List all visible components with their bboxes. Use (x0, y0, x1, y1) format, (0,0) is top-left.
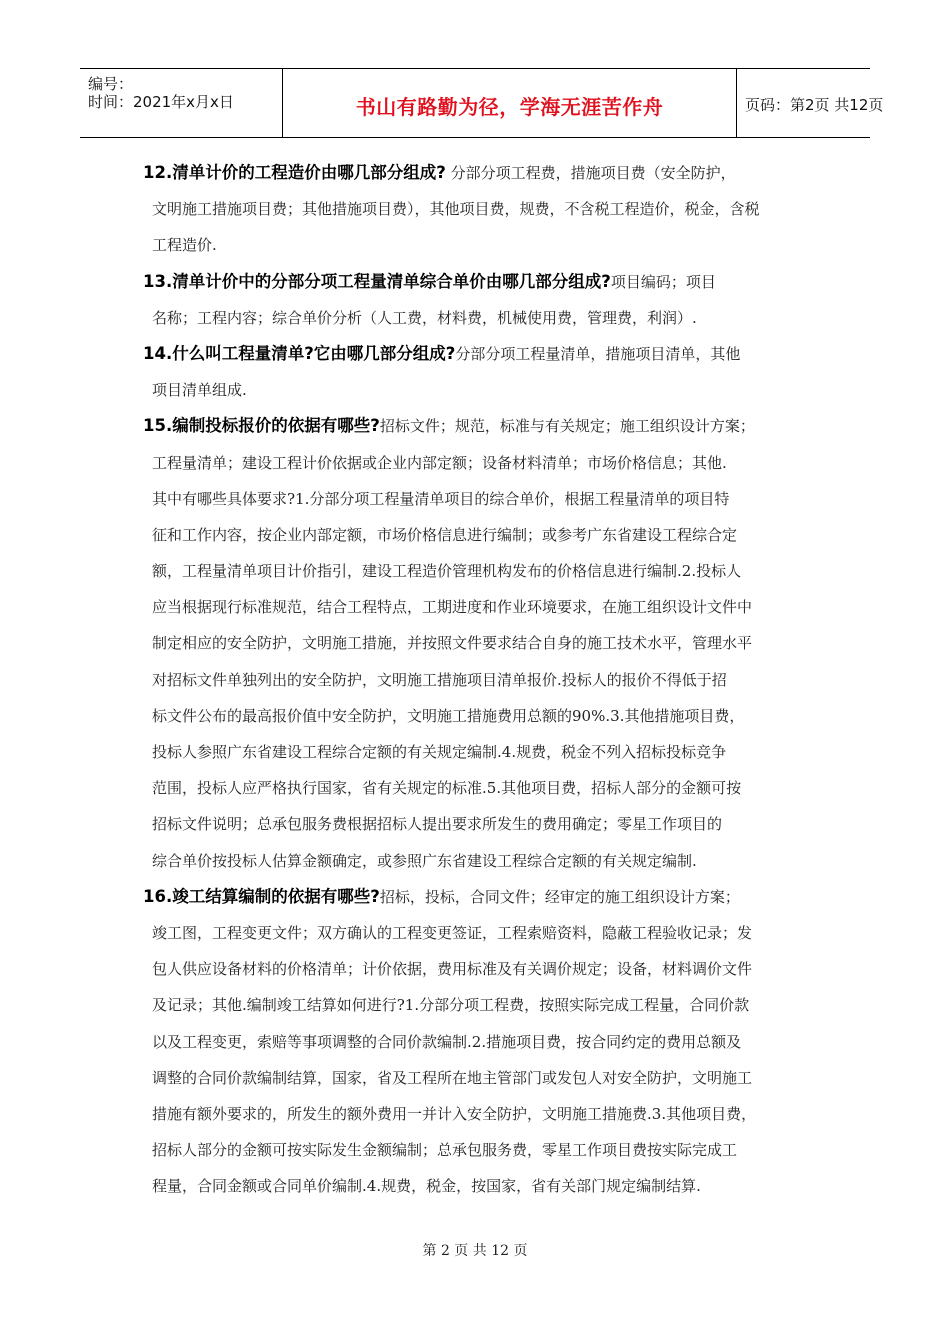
header-motto-cell (283, 69, 737, 137)
question-heading: 12.清单计价的工程造价由哪几部分组成? (143, 163, 446, 182)
answer-text: 额，工程量清单项目计价指引，建设工程造价管理机构发布的价格信息进行编制.2.投标人 (152, 562, 742, 581)
answer-text: 项目清单组成. (152, 381, 247, 400)
question-line (143, 879, 823, 915)
question-line (143, 264, 823, 300)
text-line (143, 806, 823, 842)
text-line (143, 951, 823, 987)
text-line (143, 227, 823, 263)
answer-text: 综合单价按投标人估算金额确定，或参照广东省建设工程综合定额的有关规定编制. (152, 851, 697, 870)
question-heading: 14.什么叫工程量清单?它由哪几部分组成? (143, 343, 456, 363)
text-line (143, 1024, 823, 1060)
question-line (143, 336, 823, 372)
answer-text: 应当根据现行标准规范，结合工程特点，工期进度和作业环境要求，在施工组织设计文件中 (152, 598, 753, 617)
text-line (143, 553, 823, 589)
answer-text: 其中有哪些具体要求?1.分部分项工程量清单项目的综合单价，根据工程量清单的项目特 (152, 489, 730, 508)
answer-text: 及记录；其他.编制竣工结算如何进行?1.分部分项工程费，按照实际完成工程量，合同价款 (152, 996, 750, 1015)
page-footer: 第 2 页 共 12 页 (422, 1243, 528, 1259)
text-line (143, 191, 823, 227)
answer-text: 投标人参照广东省建设工程综合定额的有关规定编制.4.规费，税金不列入招标投标竞争 (152, 743, 727, 761)
text-line (143, 625, 823, 661)
text-line (143, 662, 823, 698)
text-line (143, 987, 823, 1023)
page-header (80, 68, 884, 138)
answer-text: 程量，合同金额或合同单价编制.4.规费，税金，按国家，省有关部门规定编制结算. (152, 1177, 701, 1196)
answer-text: 制定相应的安全防护，文明施工措施，并按照文件要求结合自身的施工技术水平，管理水平 (152, 634, 753, 653)
text-line (143, 1096, 823, 1132)
answer-text: 招标，投标，合同文件；经审定的施工组织设计方案； (379, 887, 740, 906)
text-line (143, 517, 823, 553)
text-line (143, 1132, 823, 1168)
question-heading: 16.竣工结算编制的依据有哪些? (143, 886, 380, 906)
answer-text: 工程量清单；建设工程计价依据或企业内部定额；设备材料清单；市场价格信息；其他. (152, 453, 727, 472)
header-page-info: 页码：第2页 共12页 (745, 96, 884, 114)
question-line (143, 155, 823, 191)
text-line (143, 1168, 823, 1204)
answer-text: 征和工作内容，按企业内部定额，市场价格信息进行编制；或参考广东省建设工程综合定 (152, 525, 738, 544)
question-heading: 15.编制投标报价的依据有哪些? (143, 416, 380, 436)
question-heading: 13.清单计价中的分部分项工程量清单综合单价由哪几部分组成? (143, 271, 611, 291)
answer-text: 名称；工程内容；综合单价分析（人工费，材料费，机械使用费，管理费，利润）. (152, 308, 697, 327)
answer-text: 分部分项工程费，措施项目费（安全防护， (445, 164, 736, 182)
answer-text: 文明施工措施项目费；其他措施项目费），其他项目费，规费，不含税工程造价，税金，含税 (152, 200, 760, 219)
text-line (143, 915, 823, 951)
text-line (143, 770, 823, 806)
text-line (143, 481, 823, 517)
text-line (143, 372, 823, 408)
text-line (143, 445, 823, 481)
answer-text: 范围，投标人应严格执行国家，省有关规定的标准.5.其他项目费，招标人部分的金额可按 (152, 779, 742, 798)
document-date-label: 时间：2021年x月x日 (88, 93, 234, 111)
answer-text: 招标人部分的金额可按实际发生金额编制；总承包服务费，零星工作项目费按实际完成工 (152, 1141, 738, 1160)
answer-text: 包人供应设备材料的价格清单；计价依据，费用标准及有关调价规定；设备，材料调价文件 (152, 960, 753, 979)
text-line (143, 300, 823, 336)
question-line (143, 408, 823, 444)
answer-text: 项目编码；项目 (610, 272, 716, 291)
text-line (143, 843, 823, 879)
answer-text: 对招标文件单独列出的安全防护，文明施工措施项目清单报价.投标人的报价不得低于招 (152, 670, 727, 689)
header-page-cell (737, 69, 884, 137)
answer-text: 招标文件说明；总承包服务费根据招标人提出要求所发生的费用确定；零星工作项目的 (152, 815, 723, 834)
answer-text: 分部分项工程量清单，措施项目清单，其他 (455, 344, 741, 363)
answer-text: 工程造价. (152, 236, 217, 255)
answer-text: 以及工程变更，索赔等事项调整的合同价款编制.2.措施项目费，按合同约定的费用总额及 (152, 1032, 742, 1051)
answer-text: 调整的合同价款编制结算，国家，省及工程所在地主管部门或发包人对安全防护，文明施工 (152, 1068, 753, 1087)
text-line (143, 1060, 823, 1096)
document-number-label: 编号： (88, 75, 134, 93)
header-meta-cell (80, 69, 283, 137)
document-body (143, 155, 823, 1204)
answer-text: 招标文件；规范，标准与有关规定；施工组织设计方案； (379, 417, 755, 436)
text-line (143, 589, 823, 625)
text-line (143, 698, 823, 734)
header-motto: 书山有路勤为径，学海无涯苦作舟 (355, 95, 664, 119)
answer-text: 措施有额外要求的，所发生的额外费用一并计入安全防护，文明施工措施费.3.其他项目费， (152, 1104, 757, 1123)
answer-text: 竣工图，工程变更文件；双方确认的工程变更签证，工程索赔资料，隐蔽工程验收记录；发 (152, 923, 753, 942)
text-line (143, 734, 823, 770)
answer-text: 标文件公布的最高报价值中安全防护，文明施工措施费用总额的90%.3.其他措施项目费， (152, 706, 745, 725)
